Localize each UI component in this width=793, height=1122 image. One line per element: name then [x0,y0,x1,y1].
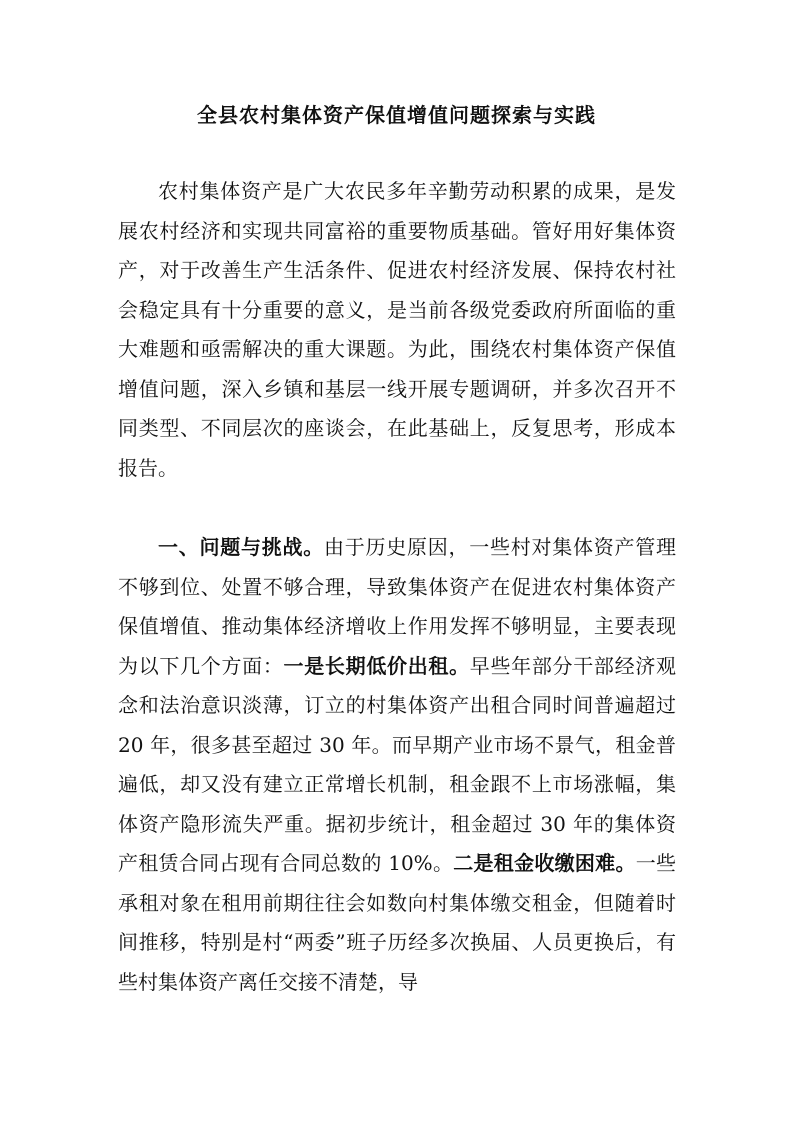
section-heading: 一、问题与挑战。 [158,535,324,559]
point-one-title: 一是长期低价出租。 [283,653,470,678]
document-title: 全县农村集体资产保值增值问题探索与实践 [197,103,596,127]
intro-paragraph: 农村集体资产是广大农民多年辛勤劳动积累的成果，是发展农村经济和实现共同富裕的重要物质基础。管好用好集体资产，对于改善生产生活条件、促进农村经济发展、保持农村社会稳定具有十分重要的意义，是当前各级党委政府所面临的重大难题和亟需解决的重大课题。为此，围绕农村集体资产保值增值问题，深入乡镇和基层一线开展专题调研，并多次召开不同类型、不同层次的座谈会，在此基础上，反复思考，形成本报告。 [118,179,676,480]
problems-paragraph [118,528,676,1002]
point-one-text: 早些年部分干部经济观念和法治意识淡薄，订立的村集体资产出租合同时间普遍超过 20 年，很多甚至超过 30 年。而早期产业市场不景气，租金普遍低，却又没有建立正常增长机制，租金跟不上市场涨幅，集体资产隐形流失严重。据初步统计，租金超过 30 年的集体资产租赁合同占现有合同总数的 10%。 [118,653,677,875]
point-two-title: 二是租金收缴困难。 [453,851,636,875]
point-two-text: 一些承租对象在租用前期往往会如数向村集体缴交租金，但随着时间推移，特别是村“两委”班子历经多次换届、人员更换后，有些村集体资产离任交接不清楚，导 [118,851,677,994]
section-intro-text: 由于历史原因，一些村对集体资产管理不够到位、处置不够合理，导致集体资产在促进农村集体资产保值增值、推动集体经济增收上作用发挥不够明显，主要表现为以下几个方面： [118,535,676,678]
